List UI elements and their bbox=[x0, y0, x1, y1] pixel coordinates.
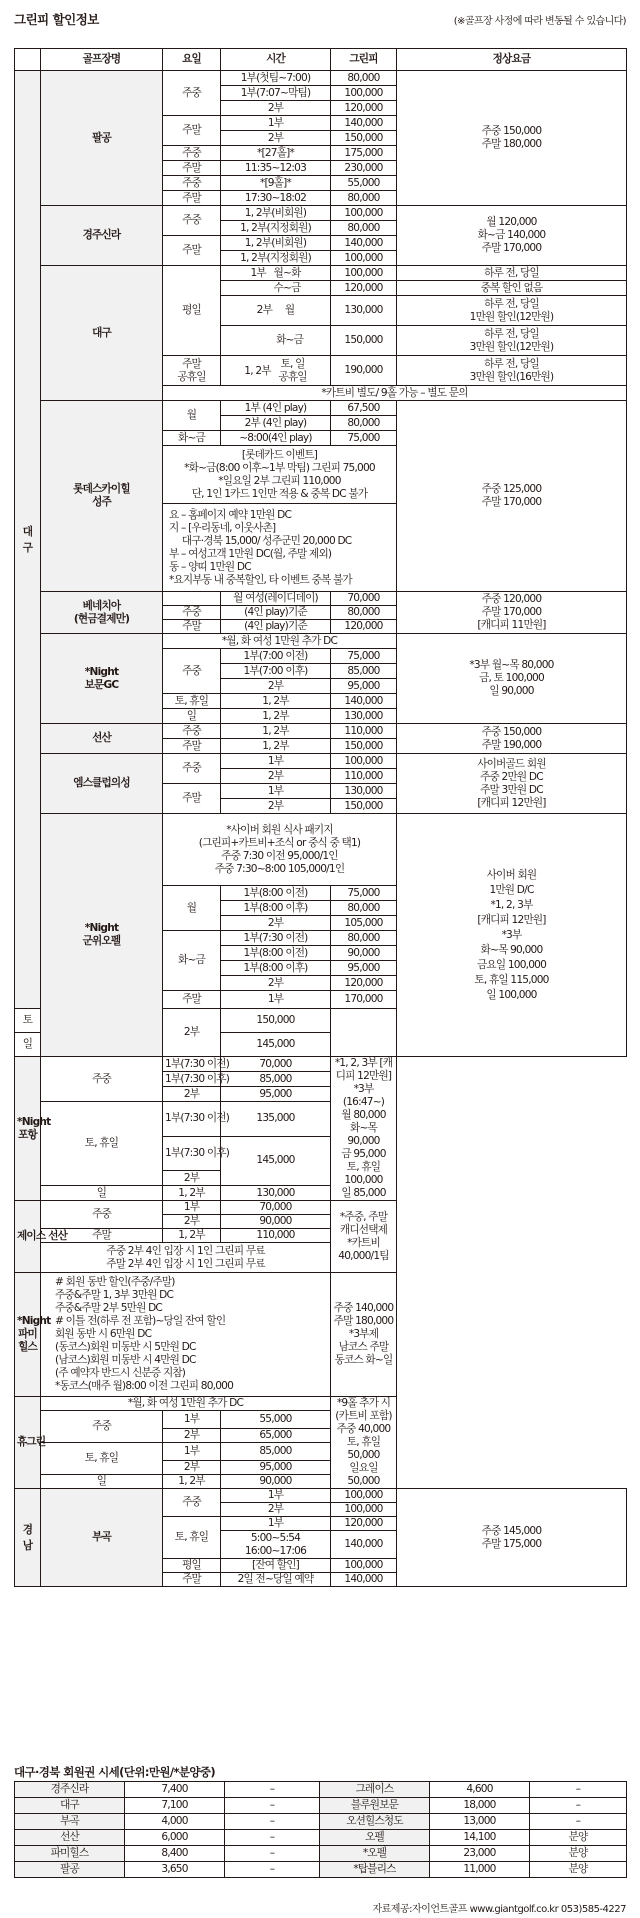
time-cell: 2일 전~당일 예약 bbox=[221, 1573, 331, 1587]
course-pamilhills: *Night 파미힐스 bbox=[15, 1273, 41, 1397]
course-lotte-skyhill: 롯데스카이힐 성주 bbox=[41, 401, 163, 592]
note-cell: 하루 전, 당일 1만원 할인(12만원) bbox=[397, 296, 627, 326]
day-cell: 주말 bbox=[163, 1573, 221, 1587]
fee-cell: 80,000 bbox=[331, 606, 397, 620]
day-cell: 토 bbox=[15, 1009, 41, 1033]
course-jase-sunsan: 제이스 선산 bbox=[15, 1201, 41, 1273]
time-cell: 2부 bbox=[221, 679, 331, 694]
fee-cell: 67,500 bbox=[331, 401, 397, 416]
time-cell: 1부(7:00 이후) bbox=[221, 664, 331, 679]
day-cell: 주중 bbox=[163, 1489, 221, 1517]
fee-cell: 140,000 bbox=[331, 1531, 397, 1559]
time-cell: 2부 bbox=[221, 1503, 331, 1517]
time-cell: 2부 bbox=[221, 916, 331, 931]
fee-cell: 100,000 bbox=[331, 206, 397, 221]
normal-fee-cell: 사이버골드 회원 주중 2만원 DC 주말 3만원 DC [캐디피 12만원] bbox=[397, 754, 627, 814]
day-cell: 일 bbox=[163, 709, 221, 724]
course-sunsan: 선산 bbox=[41, 724, 163, 754]
fee-cell: 150,000 bbox=[331, 131, 397, 146]
fee-cell: 80,000 bbox=[331, 901, 397, 916]
club-name-cell: *오펠 bbox=[320, 1846, 430, 1862]
time-cell: 1부(8:00 이전) bbox=[221, 886, 331, 901]
fee-cell: 85,000 bbox=[221, 1072, 331, 1087]
fee-cell: 80,000 bbox=[331, 71, 397, 86]
club-name-cell: 팔공 bbox=[15, 1862, 125, 1878]
day-cell: 주중 bbox=[163, 146, 221, 161]
fee-cell: 110,000 bbox=[331, 724, 397, 739]
normal-fee-cell: 주중 140,000 주말 180,000 *3부제 남코스 주말 동코스 화~일 bbox=[331, 1273, 397, 1397]
day-cell: 주말 bbox=[163, 620, 221, 634]
note-cell: 중복 할인 없음 bbox=[397, 281, 627, 296]
time-cell: 1부(7:30 이후) bbox=[163, 1136, 221, 1171]
fee-cell: 95,000 bbox=[221, 1087, 331, 1102]
time-cell: 1부 bbox=[221, 1517, 331, 1531]
time-cell bbox=[221, 296, 331, 326]
day-cell: 주말 bbox=[163, 191, 221, 206]
course-daegu: 대구 bbox=[41, 266, 163, 401]
time-cell: 1부(첫팀~7:00) bbox=[221, 71, 331, 86]
day-cell: 주중 bbox=[163, 649, 221, 694]
header-region bbox=[15, 49, 41, 71]
time-cell: 월 여성(레이디데이) bbox=[221, 592, 331, 606]
fee-cell: 95,000 bbox=[331, 961, 397, 976]
membership-row bbox=[15, 1782, 627, 1798]
course-palgong: 팔공 bbox=[41, 71, 163, 206]
fee-cell: 90,000 bbox=[221, 1215, 331, 1229]
fee-cell: 120,000 bbox=[331, 976, 397, 991]
day-range: 월~화 bbox=[273, 266, 301, 279]
fee-cell: 55,000 bbox=[331, 176, 397, 191]
time-cell: ~8:00(4인 play) bbox=[221, 431, 331, 446]
time-cell: 1, 2부 bbox=[221, 694, 331, 709]
price-cell: 6,000 bbox=[125, 1830, 225, 1846]
header-day: 요일 bbox=[163, 49, 221, 71]
price-cell: 7,100 bbox=[125, 1798, 225, 1814]
fee-cell: 190,000 bbox=[331, 356, 397, 386]
club-name-cell: 오션힐스청도 bbox=[320, 1814, 430, 1830]
day-cell: 주중 bbox=[163, 176, 221, 191]
time-cell: 1부 bbox=[221, 116, 331, 131]
fee-cell: 100,000 bbox=[331, 266, 397, 281]
note-cell: *카트비 별도/ 9홀 가능 – 별도 문의 bbox=[163, 386, 627, 401]
day-cell: 주중 bbox=[163, 206, 221, 236]
header-normal-fee: 정상요금 bbox=[397, 49, 627, 71]
time-cell: 1, 2부(비회원) bbox=[221, 206, 331, 221]
fee-cell: 70,000 bbox=[221, 1201, 331, 1215]
time-cell: 1부(8:00 이전) bbox=[221, 946, 331, 961]
day-cell: 주중 bbox=[163, 71, 221, 116]
fee-cell: 95,000 bbox=[221, 1461, 331, 1475]
status-cell: – bbox=[225, 1862, 320, 1878]
region-gyeongnam: 경 남 bbox=[15, 1489, 41, 1587]
time-cell: 2부 bbox=[221, 799, 331, 814]
day-cell: 평일 bbox=[163, 1559, 221, 1573]
greenfee-table bbox=[14, 48, 627, 1587]
time-cell: 1부 bbox=[221, 1489, 331, 1503]
fee-cell: 85,000 bbox=[221, 1443, 331, 1461]
time-cell: 1, 2부(지정회원) bbox=[221, 221, 331, 236]
part-label: 1부 bbox=[250, 266, 266, 279]
fee-cell: 55,000 bbox=[221, 1411, 331, 1429]
time-cell: 1부 bbox=[163, 1443, 221, 1461]
day-cell: 주말 bbox=[163, 116, 221, 146]
club-name-cell: 오펠 bbox=[320, 1830, 430, 1846]
fee-cell: 230,000 bbox=[331, 161, 397, 176]
price-cell: 7,400 bbox=[125, 1782, 225, 1798]
time-cell: 2부 bbox=[163, 1171, 221, 1186]
time-cell: 1부 bbox=[221, 784, 331, 799]
time-cell: 17:30~18:02 bbox=[221, 191, 331, 206]
fee-cell: 100,000 bbox=[331, 754, 397, 769]
time-cell: 2부 bbox=[221, 769, 331, 784]
day-cell: 주말 bbox=[163, 161, 221, 176]
day-cell: 일 bbox=[41, 1186, 163, 1201]
time-cell: 1, 2부 bbox=[221, 739, 331, 754]
status-cell: – bbox=[225, 1782, 320, 1798]
day-cell: 토, 휴일 bbox=[163, 694, 221, 709]
day-cell: 화~금 bbox=[163, 931, 221, 991]
time-cell: 1부(7:07~막팀) bbox=[221, 86, 331, 101]
membership-row bbox=[15, 1830, 627, 1846]
day-cell: 주말 bbox=[163, 739, 221, 754]
price-cell: 23,000 bbox=[430, 1846, 530, 1862]
fee-cell: 140,000 bbox=[331, 694, 397, 709]
time-cell: 11:35~12:03 bbox=[221, 161, 331, 176]
page-title: 그린피 할인정보 bbox=[14, 12, 99, 27]
fee-cell: 85,000 bbox=[331, 664, 397, 679]
day-cell: 일 bbox=[41, 1475, 163, 1489]
status-cell: 분양 bbox=[530, 1830, 627, 1846]
time-cell: 1부(8:00 이후) bbox=[221, 961, 331, 976]
time-cell: 2부 bbox=[221, 101, 331, 116]
region-daegu: 대 구 bbox=[15, 71, 41, 1009]
time-cell: (4인 play)기준 bbox=[221, 620, 331, 634]
day-cell: 주중 bbox=[41, 1201, 163, 1229]
fee-cell: 70,000 bbox=[331, 592, 397, 606]
fee-cell: 175,000 bbox=[331, 146, 397, 161]
course-bugok: 부곡 bbox=[41, 1489, 163, 1587]
note-cell: 하루 전, 당일 bbox=[397, 266, 627, 281]
time-cell: *[27홀]* bbox=[221, 146, 331, 161]
club-name-cell: 블루원보문 bbox=[320, 1798, 430, 1814]
fee-cell: 90,000 bbox=[331, 946, 397, 961]
time-cell: 2부 bbox=[163, 1087, 221, 1102]
time-cell: 1, 2부(비회원) bbox=[221, 236, 331, 251]
club-name-cell: 경주신라 bbox=[15, 1782, 125, 1798]
membership-row bbox=[15, 1798, 627, 1814]
time-cell: 2부 bbox=[163, 1429, 221, 1443]
fee-cell: 140,000 bbox=[331, 116, 397, 131]
course-bomun-gc: *Night 보문GC bbox=[41, 634, 163, 724]
fee-cell: 90,000 bbox=[221, 1475, 331, 1489]
time-cell: *[9홀]* bbox=[221, 176, 331, 191]
fee-cell: 100,000 bbox=[331, 86, 397, 101]
price-cell: 14,100 bbox=[430, 1830, 530, 1846]
price-cell: 4,600 bbox=[430, 1782, 530, 1798]
price-cell: 11,000 bbox=[430, 1862, 530, 1878]
price-cell: 8,400 bbox=[125, 1846, 225, 1862]
club-name-cell: 파미힐스 bbox=[15, 1846, 125, 1862]
membership-row bbox=[15, 1814, 627, 1830]
time-cell: 2부 (4인 play) bbox=[221, 416, 331, 431]
fee-cell: 65,000 bbox=[221, 1429, 331, 1443]
normal-fee-cell: 주중 145,000 주말 175,000 bbox=[397, 1489, 627, 1587]
fee-cell: 70,000 bbox=[221, 1057, 331, 1072]
banner-cell: 주중 2부 4인 입장 시 1인 그린피 무료 주말 2부 4인 입장 시 1인 그린피 무료 bbox=[41, 1243, 331, 1273]
page-header bbox=[14, 8, 626, 30]
day-cell: 주말 bbox=[41, 1229, 163, 1243]
day-range: 수~금 bbox=[273, 281, 301, 294]
normal-fee-cell: 월 120,000 화~금 140,000 주말 170,000 bbox=[397, 206, 627, 266]
time-cell: 1부 bbox=[163, 1411, 221, 1429]
club-name-cell: 대구 bbox=[15, 1798, 125, 1814]
fee-cell: 80,000 bbox=[331, 191, 397, 206]
status-cell: – bbox=[530, 1814, 627, 1830]
time-cell: 5:00~5:54 16:00~17:06 bbox=[221, 1531, 331, 1559]
day-cell: 주말 bbox=[163, 991, 221, 1009]
status-cell: – bbox=[225, 1846, 320, 1862]
membership-row bbox=[15, 1846, 627, 1862]
day-cell: 토, 휴일 bbox=[41, 1102, 163, 1186]
status-cell: – bbox=[225, 1798, 320, 1814]
day-cell: 주중 bbox=[163, 724, 221, 739]
time-cell: (4인 play)기준 bbox=[221, 606, 331, 620]
course-pohang: *Night 포항 bbox=[15, 1057, 41, 1201]
fee-cell: 150,000 bbox=[221, 1009, 331, 1033]
time-cell: 1부 (4인 play) bbox=[221, 401, 331, 416]
day-cell: 평일 bbox=[163, 266, 221, 356]
time-cell: 1부(7:30 이전) bbox=[163, 1102, 221, 1137]
time-cell: 1, 2부(지정회원) bbox=[221, 251, 331, 266]
day-cell: 주중 bbox=[41, 1057, 163, 1102]
fee-cell: 130,000 bbox=[331, 296, 397, 326]
time-cell: 1부 bbox=[221, 991, 331, 1009]
day-cell: 주중 bbox=[163, 754, 221, 784]
club-name-cell: 그레이스 bbox=[320, 1782, 430, 1798]
day-cell: 토, 휴일 bbox=[41, 1443, 163, 1475]
time-cell: 1부(7:00 이전) bbox=[221, 649, 331, 664]
time-cell: 1, 2부 bbox=[163, 1229, 221, 1243]
day-cell: 주말 공휴일 bbox=[163, 356, 221, 386]
day-cell: 주말 bbox=[163, 236, 221, 266]
status-cell: – bbox=[530, 1782, 627, 1798]
club-name-cell: 선산 bbox=[15, 1830, 125, 1846]
day-cell: 월 bbox=[163, 886, 221, 931]
fee-cell: 130,000 bbox=[331, 709, 397, 724]
day-cell: 월 bbox=[163, 401, 221, 431]
fee-cell: 130,000 bbox=[331, 784, 397, 799]
part-label: 2부 bbox=[256, 304, 273, 316]
banner-cell: *사이버 회원 식사 패키지 (그린피+카트비+조식 or 중식 중 택1) 주중 7:30 이전 95,000/1인 주중 7:30~8:00 105,000/1인 bbox=[163, 814, 397, 886]
fee-cell: 80,000 bbox=[331, 221, 397, 236]
status-cell: – bbox=[225, 1814, 320, 1830]
fee-cell: 130,000 bbox=[221, 1186, 331, 1201]
header-time: 시간 bbox=[221, 49, 331, 71]
fee-cell: 100,000 bbox=[331, 1503, 397, 1517]
time-cell: 1부(7:30 이후) bbox=[163, 1072, 221, 1087]
day-range: 화~금 bbox=[276, 334, 304, 346]
header-fee: 그린피 bbox=[331, 49, 397, 71]
time-cell: 1, 2부 bbox=[163, 1475, 221, 1489]
status-cell: – bbox=[530, 1798, 627, 1814]
normal-fee-cell: 사이버 회원 1만원 D/C *1, 2, 3부 [캐디피 12만원] *3부 화~목 90,000 금요일 100,000 토, 휴일 115,000 일 100,000 bbox=[397, 814, 627, 1057]
course-gyeongju-silla: 경주신라 bbox=[41, 206, 163, 266]
normal-fee-cell: 주중 120,000 주말 170,000 [캐디피 11만원] bbox=[397, 592, 627, 634]
fee-cell: 140,000 bbox=[331, 236, 397, 251]
banner-cell: *월, 화 여성 1만원 추가 DC bbox=[163, 634, 397, 649]
table-header-row bbox=[15, 49, 627, 71]
membership-title: 대구·경북 회원권 시세(단위:만원/*분양중) bbox=[14, 1765, 216, 1779]
price-cell: 13,000 bbox=[430, 1814, 530, 1830]
time-cell bbox=[221, 281, 331, 296]
day-cell bbox=[163, 592, 221, 606]
time-cell: 2부 bbox=[163, 1461, 221, 1475]
normal-fee-cell: *1, 2, 3부 [캐디피 12만원] *3부(16:47~) 월 80,000 화~목 90,000 금 95,000 토, 휴일 100,000 일 85,000 bbox=[331, 1057, 397, 1201]
course-venezia: 베네치아 (현금결제만) bbox=[41, 592, 163, 634]
banner-cell: *월, 화 여성 1만원 추가 DC bbox=[41, 1397, 331, 1411]
banner-cell: # 회원 동반 할인(주중/주말) 주중&주말 1, 3부 3만원 DC 주중&주말 2부 5만원 DC # 이틀 전(하루 전 포함)~당일 잔여 할인 회원 동반 시 6만원 DC (동코스)회원 미동반 시 5만원 DC (남코스)회원 미동반 시 4만원 DC (주 예약자 반드시 신분증 지참) *동코스(매주 월)8:00 이전 그린피 80,000 bbox=[41, 1273, 331, 1397]
part-label: 1, 2부 bbox=[244, 364, 271, 377]
day-range: 토, 일 공휴일 bbox=[278, 357, 307, 383]
fee-cell: 150,000 bbox=[331, 739, 397, 754]
note-cell: 하루 전, 당일 3만원 할인(16만원) bbox=[397, 356, 627, 386]
discount-desc-cell: 요 – 홈페이지 예약 1만원 DC 지 – [우리동네, 이웃사촌] 대구·경북 15,000/ 성주군민 20,000 DC 부 – 여성고객 1만원 DC(월, 주말 제외) 동 – 양띠 1만원 DC *요지부동 내 중복할인, 타 이벤트 중복 불가 bbox=[163, 504, 397, 592]
event-cell: [롯데카드 이벤트] *화~금(8:00 이후~1부 막팀) 그린피 75,000 *일요일 2부 그린피 110,000 단, 1인 1카드 1인만 적용 & 중복 DC 불가 bbox=[163, 446, 397, 504]
normal-fee-cell: *3부 월~목 80,000 금, 토 100,000 일 90,000 bbox=[397, 634, 627, 724]
time-cell bbox=[221, 356, 331, 386]
course-ems-club: 엠스클럽의성 bbox=[41, 754, 163, 814]
club-name-cell: 부곡 bbox=[15, 1814, 125, 1830]
time-cell: 1부(7:30 이전) bbox=[163, 1057, 221, 1072]
day-cell: 주말 bbox=[163, 784, 221, 814]
header-course: 골프장명 bbox=[41, 49, 163, 71]
day-cell: 주중 bbox=[41, 1411, 163, 1443]
membership-table bbox=[14, 1781, 627, 1878]
fee-cell: 135,000 bbox=[221, 1102, 331, 1137]
fee-cell: 145,000 bbox=[221, 1136, 331, 1186]
fee-cell: 75,000 bbox=[331, 649, 397, 664]
fee-cell: 100,000 bbox=[331, 251, 397, 266]
notice-text: (※골프장 사정에 따라 변동될 수 있습니다) bbox=[453, 16, 626, 27]
fee-cell: 150,000 bbox=[331, 326, 397, 356]
price-cell: 18,000 bbox=[430, 1798, 530, 1814]
fee-cell: 150,000 bbox=[331, 799, 397, 814]
fee-cell: 120,000 bbox=[331, 281, 397, 296]
day-cell: 일 bbox=[15, 1033, 41, 1057]
time-cell: 1부(8:00 이후) bbox=[221, 901, 331, 916]
time-cell: 2부 bbox=[163, 1009, 221, 1057]
time-cell: 1부 bbox=[221, 754, 331, 769]
note-cell: 하루 전, 당일 3만원 할인(12만원) bbox=[397, 326, 627, 356]
fee-cell: 110,000 bbox=[221, 1229, 331, 1243]
fee-cell: 100,000 bbox=[331, 1559, 397, 1573]
fee-cell: 120,000 bbox=[331, 101, 397, 116]
course-gunwi-opel: *Night 군위오펠 bbox=[41, 814, 163, 1057]
status-cell: – bbox=[225, 1830, 320, 1846]
normal-fee-cell: 주중 125,000 주말 170,000 bbox=[397, 401, 627, 592]
day-cell: 화~금 bbox=[163, 431, 221, 446]
day-range: 월 bbox=[284, 304, 295, 316]
normal-fee-cell: 주중 150,000 주말 190,000 bbox=[397, 724, 627, 754]
fee-cell: 75,000 bbox=[331, 431, 397, 446]
time-cell: [잔여 할인] bbox=[221, 1559, 331, 1573]
price-cell: 3,650 bbox=[125, 1862, 225, 1878]
fee-cell: 145,000 bbox=[221, 1033, 331, 1057]
time-cell bbox=[221, 326, 331, 356]
time-cell: 2부 bbox=[163, 1215, 221, 1229]
time-cell: 1, 2부 bbox=[163, 1186, 221, 1201]
course-hugreen: 휴그린 bbox=[15, 1397, 41, 1489]
time-cell: 2부 bbox=[221, 976, 331, 991]
time-cell: 1부(7:30 이전) bbox=[221, 931, 331, 946]
price-cell: 4,000 bbox=[125, 1814, 225, 1830]
normal-fee-cell: *주중, 주말 캐디선택제 *카트비 40,000/1팀 bbox=[331, 1201, 397, 1273]
membership-row bbox=[15, 1862, 627, 1878]
time-cell: 1, 2부 bbox=[221, 709, 331, 724]
time-cell: 1, 2부 bbox=[221, 724, 331, 739]
fee-cell: 140,000 bbox=[331, 1573, 397, 1587]
fee-cell: 95,000 bbox=[331, 679, 397, 694]
fee-cell: 110,000 bbox=[331, 769, 397, 784]
fee-cell: 75,000 bbox=[331, 886, 397, 901]
normal-fee-cell: *9홀 추가 시 (카트비 포함) 주중 40,000 토, 휴일 50,000 일요일 50,000 bbox=[331, 1397, 397, 1489]
fee-cell: 80,000 bbox=[331, 416, 397, 431]
fee-cell: 120,000 bbox=[331, 1517, 397, 1531]
fee-cell: 105,000 bbox=[331, 916, 397, 931]
day-cell: 주중 bbox=[163, 606, 221, 620]
normal-fee-cell: 주중 150,000 주말 180,000 bbox=[397, 71, 627, 206]
day-cell: 토, 휴일 bbox=[163, 1517, 221, 1559]
club-name-cell: *탑블리스 bbox=[320, 1862, 430, 1878]
status-cell: 분양 bbox=[530, 1846, 627, 1862]
fee-cell: 80,000 bbox=[331, 931, 397, 946]
time-cell bbox=[221, 266, 331, 281]
fee-cell: 170,000 bbox=[331, 991, 397, 1009]
fee-cell: 100,000 bbox=[331, 1489, 397, 1503]
fee-cell: 120,000 bbox=[331, 620, 397, 634]
source-credit: 자료제공:자이언트골프 www.giantgolf.co.kr 053)585-4227 bbox=[372, 1904, 626, 1915]
time-cell: 1부 bbox=[163, 1201, 221, 1215]
time-cell: 2부 bbox=[221, 131, 331, 146]
status-cell: 분양 bbox=[530, 1862, 627, 1878]
